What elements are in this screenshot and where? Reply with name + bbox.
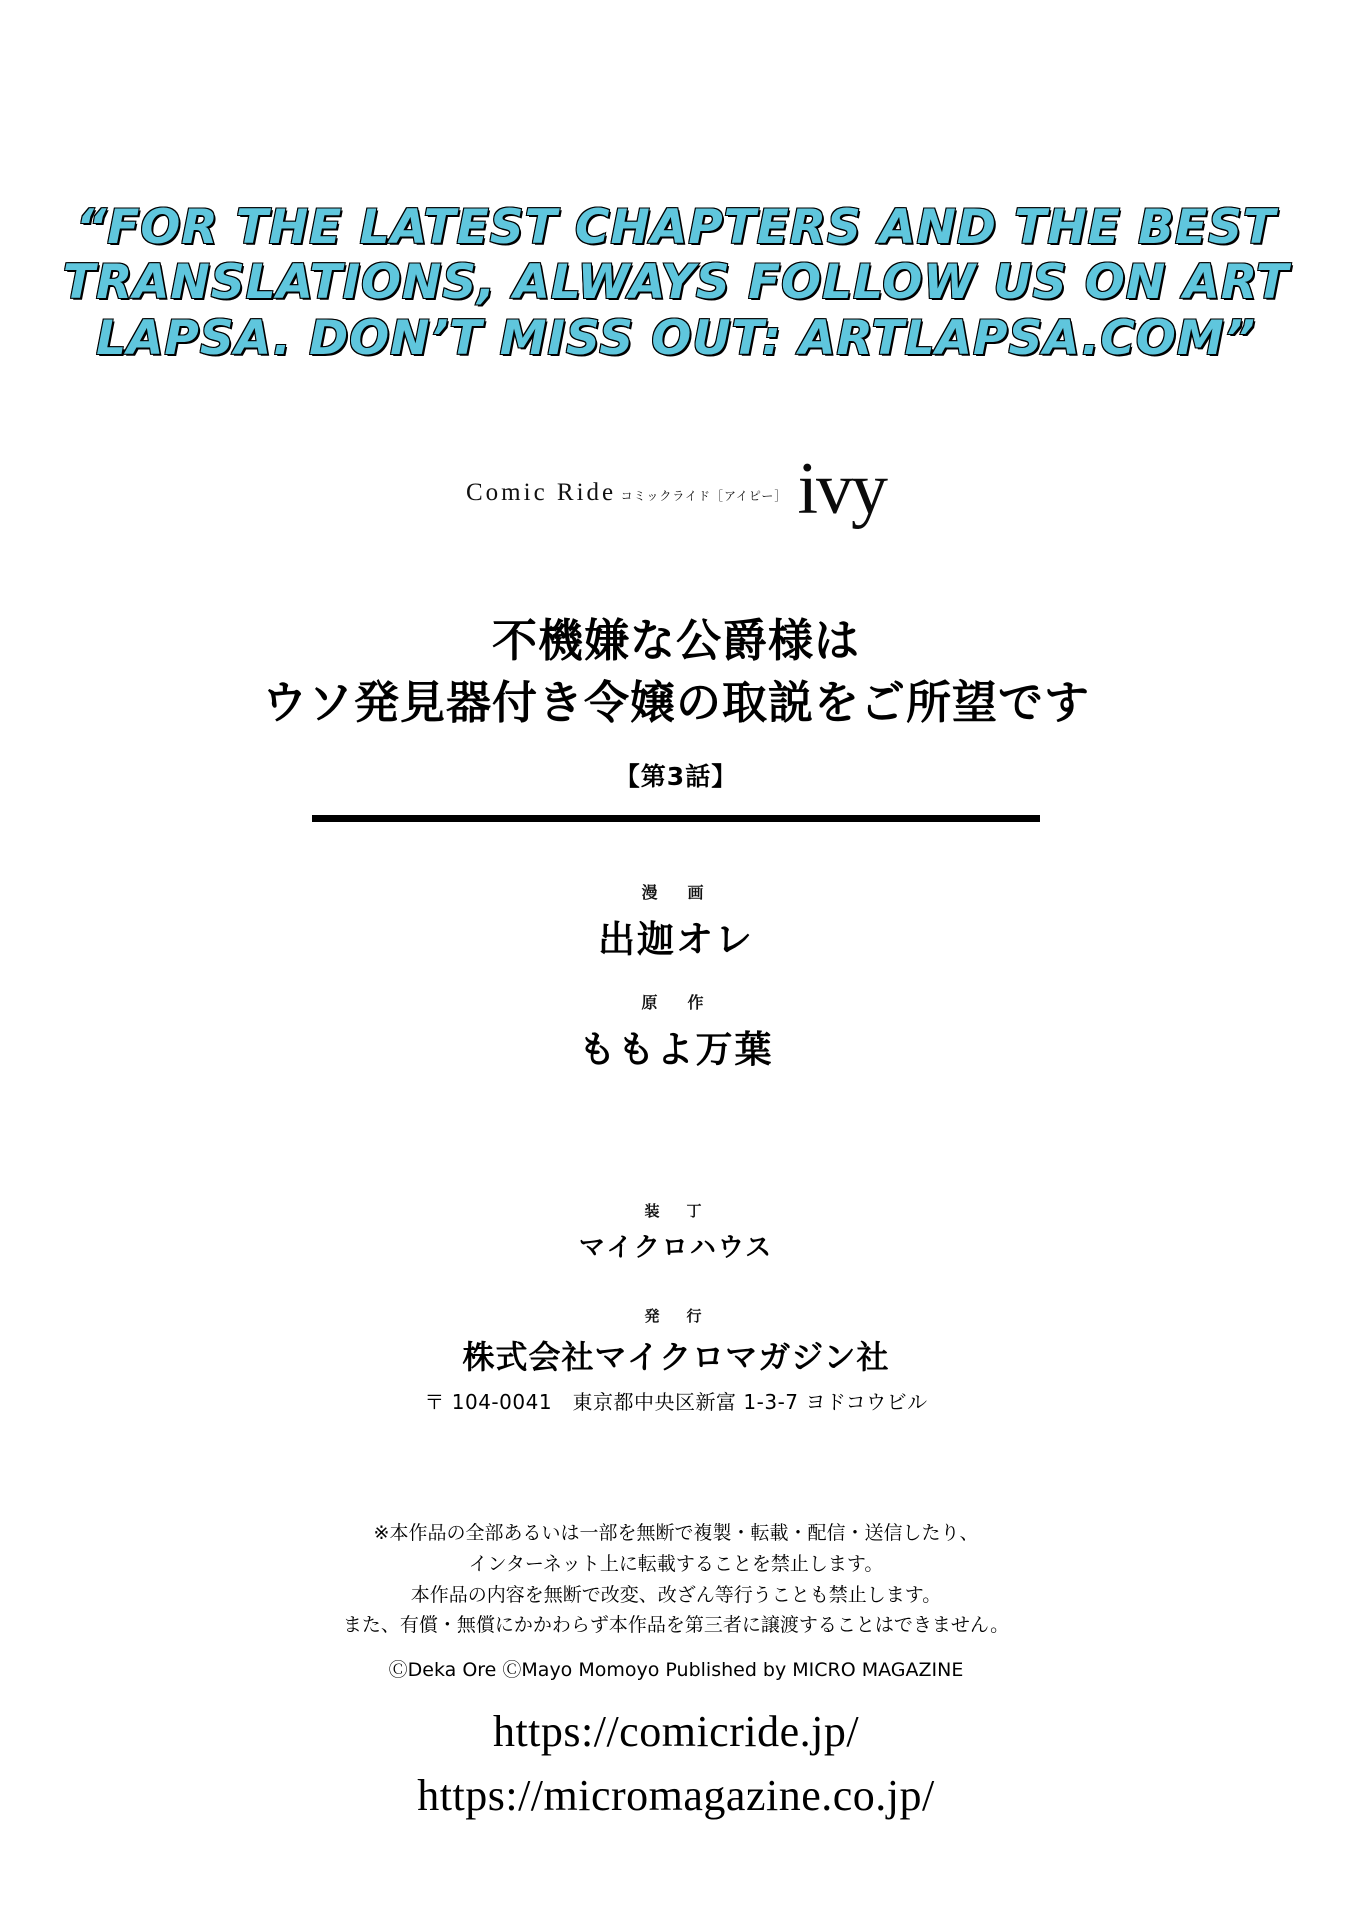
credit-manga-name: 出迦オレ [598, 918, 754, 961]
credit-publisher-address: 〒 104-0041 東京都中央区新富 1-3-7 ヨドコウビル [424, 1390, 928, 1414]
imprint-japanese-label: コミックライド［アイピー］ [620, 489, 788, 504]
legal-line-4: また、有償・無償にかかわらず本作品を第三者に譲渡することはできません。 [342, 1614, 1010, 1637]
chapter-label: 【第3話】 [614, 762, 738, 791]
imprint-english-label: Comic Ride [466, 479, 617, 507]
link-comicride[interactable]: https://comicride.jp/ [492, 1707, 860, 1756]
link-micromagazine[interactable]: https://micromagazine.co.jp/ [417, 1770, 935, 1820]
credit-publisher-role: 発 行 [644, 1307, 708, 1325]
imprint-logo [0, 448, 1352, 530]
copyright-line: ⒸDeka Ore ⒸMayo Momoyo Published by MICRO MAGAZINE [388, 1659, 964, 1681]
credit-author-name: ももよ万葉 [578, 1028, 774, 1071]
credit-design-name: マイクロハウス [578, 1233, 774, 1263]
legal-line-3: 本作品の内容を無断で改変、改ざん等行うことも禁止します。 [410, 1583, 942, 1606]
promo-line-3: LAPSA. DON’T MISS OUT: ARTLAPSA.COM” [96, 310, 1256, 366]
legal-line-2: インターネット上に転載することを禁止します。 [468, 1552, 884, 1575]
promo-line-2: TRANSLATIONS, ALWAYS FOLLOW US ON ART [62, 255, 1290, 311]
website-links [0, 1700, 1352, 1828]
promo-line-1: “FOR THE LATEST CHAPTERS AND THE BEST [75, 200, 1277, 255]
title-divider [312, 815, 1040, 822]
legal-line-1: ※本作品の全部あるいは一部を無断で複製・転載・配信・送信したり、 [373, 1522, 979, 1544]
credit-design [0, 1200, 1352, 1264]
credit-author [0, 990, 1352, 1073]
imprint-wordmark: ivy [797, 448, 886, 530]
credit-manga-role: 漫 画 [641, 883, 711, 902]
credit-publisher [0, 1305, 1352, 1415]
title-line-2: ウソ発見器付き令嬢の取説をご所望です [261, 676, 1090, 730]
imprint-text-block [466, 479, 787, 515]
page-title [0, 610, 1352, 734]
legal-notice [0, 1518, 1352, 1641]
title-line-1: 不機嫌な公爵様は [491, 614, 860, 667]
credit-author-role: 原 作 [641, 993, 711, 1012]
credit-design-role: 装 丁 [644, 1202, 708, 1220]
credit-publisher-name: 株式会社マイクロマガジン社 [462, 1338, 890, 1376]
credit-manga [0, 880, 1352, 963]
promo-banner [0, 200, 1352, 366]
